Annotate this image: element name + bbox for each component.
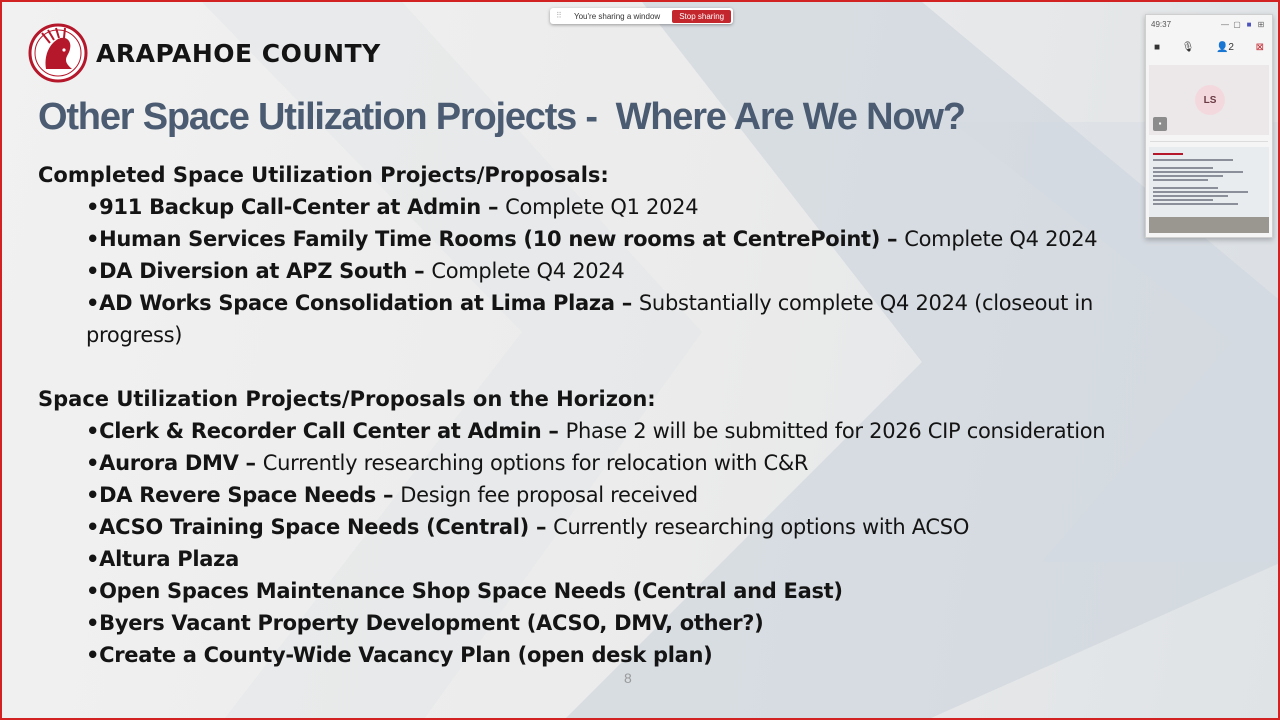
section-gap bbox=[38, 351, 1138, 383]
list-item: •Create a County-Wide Vacancy Plan (open desk plan) bbox=[86, 643, 713, 667]
divider bbox=[1150, 141, 1268, 142]
completed-list bbox=[38, 191, 1138, 351]
slide-content bbox=[38, 159, 1138, 671]
screen-share-bar[interactable] bbox=[550, 8, 733, 24]
restore-icon[interactable]: ▢ bbox=[1233, 19, 1241, 29]
county-logo bbox=[28, 23, 381, 83]
list-item: •AD Works Space Consolidation at Lima Plaza – Substantially complete Q4 2024 (closeout in bbox=[86, 291, 1093, 315]
minimize-icon[interactable]: — bbox=[1221, 19, 1229, 29]
app-icon[interactable]: ■ bbox=[1246, 19, 1252, 29]
list-item: •Altura Plaza bbox=[86, 547, 239, 571]
stop-sharing-button[interactable]: Stop sharing bbox=[672, 10, 731, 23]
list-item: •911 Backup Call-Center at Admin – Complete Q1 2024 bbox=[86, 195, 699, 219]
horizon-list bbox=[38, 415, 1138, 671]
expand-icon[interactable]: ⊞ bbox=[1257, 19, 1265, 29]
camera-icon[interactable]: ■ bbox=[1154, 41, 1161, 53]
list-item: •Aurora DMV – Currently researching options for relocation with C&R bbox=[86, 451, 809, 475]
participant-tile[interactable] bbox=[1149, 65, 1269, 135]
county-name: ARAPAHOE COUNTY bbox=[96, 38, 381, 68]
sharing-status: You're sharing a window bbox=[574, 11, 661, 21]
list-item: •ACSO Training Space Needs (Central) – Currently researching options with ACSO bbox=[86, 515, 970, 539]
thumbnail-strip bbox=[1149, 217, 1269, 233]
mini-titlebar bbox=[1146, 15, 1272, 33]
leave-icon[interactable]: ⊠ bbox=[1255, 41, 1264, 53]
page-number: 8 bbox=[624, 670, 632, 686]
arapahoe-seal-icon bbox=[28, 23, 88, 83]
horizon-heading: Space Utilization Projects/Proposals on the Horizon: bbox=[38, 387, 656, 411]
avatar: LS bbox=[1195, 85, 1225, 115]
participants-count: 2 bbox=[1228, 41, 1234, 53]
people-icon: 👤 bbox=[1215, 41, 1229, 53]
completed-heading: Completed Space Utilization Projects/Proposals: bbox=[38, 163, 609, 187]
meeting-mini-window bbox=[1145, 14, 1273, 238]
list-item: •Clerk & Recorder Call Center at Admin – Phase 2 will be submitted for 2026 CIP consideration bbox=[86, 419, 1106, 443]
drag-handle-icon[interactable]: ⠿ bbox=[556, 11, 562, 20]
list-item: •DA Revere Space Needs – Design fee proposal received bbox=[86, 483, 698, 507]
list-item: •DA Diversion at APZ South – Complete Q4 2024 bbox=[86, 259, 625, 283]
list-item: •Byers Vacant Property Development (ACSO, DMV, other?) bbox=[86, 611, 764, 635]
shared-screen-thumbnail[interactable] bbox=[1149, 147, 1269, 233]
list-item: •Human Services Family Time Rooms (10 new rooms at CentrePoint) – Complete Q4 2024 bbox=[86, 227, 1098, 251]
list-item-continuation: progress) bbox=[86, 323, 183, 347]
list-item: •Open Spaces Maintenance Shop Space Needs (Central and East) bbox=[86, 579, 843, 603]
pin-icon[interactable]: ▪ bbox=[1153, 117, 1167, 131]
microphone-icon[interactable]: 🎙 bbox=[1181, 41, 1195, 53]
participants-button[interactable] bbox=[1216, 42, 1234, 53]
meeting-controls bbox=[1146, 33, 1272, 61]
meeting-timer: 49:37 bbox=[1151, 19, 1172, 29]
slide-title: Other Space Utilization Projects - Where Are We Now? bbox=[38, 96, 965, 138]
